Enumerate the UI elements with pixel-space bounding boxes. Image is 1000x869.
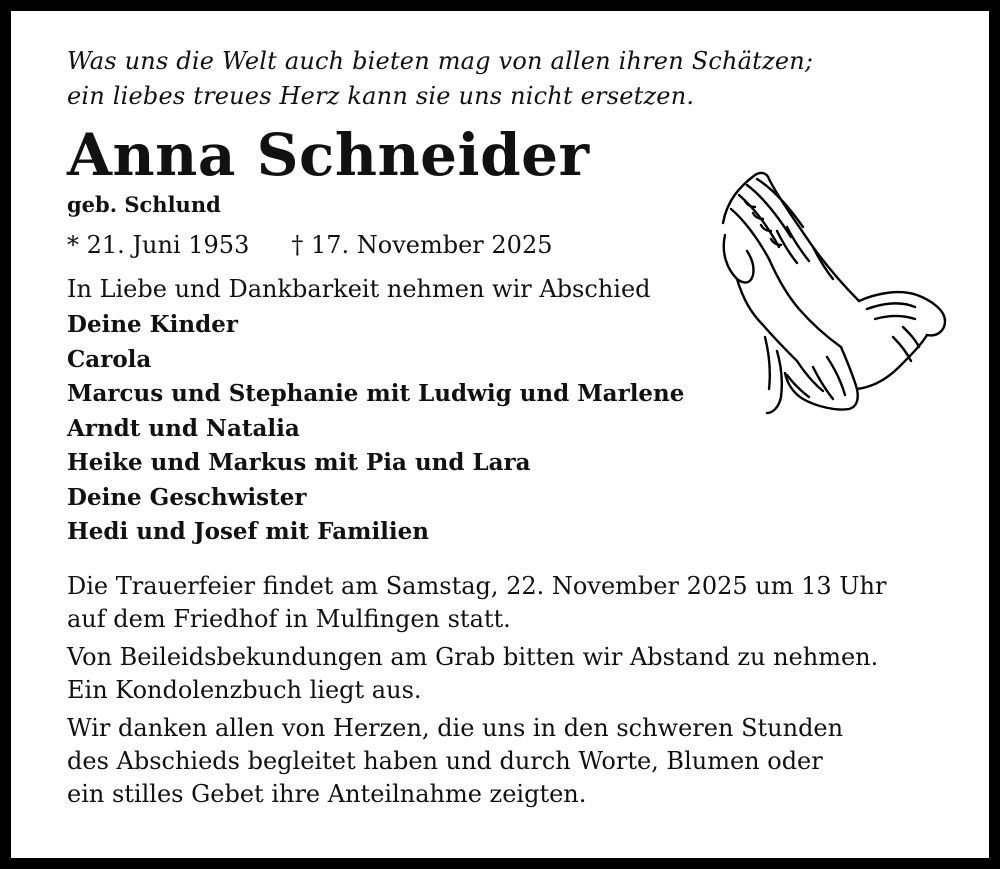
mourner-line: Deine Kinder bbox=[67, 311, 238, 338]
deceased-name: Anna Schneider bbox=[67, 121, 590, 189]
motto-verse bbox=[67, 44, 967, 114]
motto-line: Was uns die Welt auch bieten mag von allen ihren Schätzen; bbox=[67, 47, 814, 75]
ceremony-line: Die Trauerfeier findet am Samstag, 22. November 2025 um 13 Uhr bbox=[67, 571, 887, 600]
thanks-line: des Abschieds begleitet haben und durch Worte, Blumen oder bbox=[67, 746, 823, 775]
condolences-line: Von Beileidsbekundungen am Grab bitten wir Abstand zu nehmen. bbox=[67, 642, 879, 671]
mourner-line: Marcus und Stephanie mit Ludwig und Marlene bbox=[67, 380, 685, 407]
motto-line: ein liebes treues Herz kann sie uns nicht ersetzen. bbox=[67, 82, 695, 110]
death-date: † 17. November 2025 bbox=[291, 231, 553, 259]
praying-hands-icon bbox=[717, 161, 953, 417]
ceremony-paragraph bbox=[67, 570, 967, 636]
ceremony-line: auf dem Friedhof in Mulfingen statt. bbox=[67, 604, 511, 633]
mourner-line: Heike und Markus mit Pia und Lara bbox=[67, 449, 531, 476]
mourner-line: Arndt und Natalia bbox=[67, 414, 300, 442]
condolences-paragraph bbox=[67, 641, 967, 707]
mourner-line: Deine Geschwister bbox=[67, 483, 307, 511]
maiden-name: geb. Schlund bbox=[67, 192, 221, 217]
thanks-line: Wir danken allen von Herzen, die uns in den schweren Stunden bbox=[67, 713, 844, 742]
thanks-paragraph bbox=[67, 712, 967, 811]
condolences-line: Ein Kondolenzbuch liegt aus. bbox=[67, 675, 422, 704]
thanks-line: ein stilles Gebet ihre Anteilnahme zeigten. bbox=[67, 779, 587, 808]
mourner-line: Hedi und Josef mit Familien bbox=[67, 518, 430, 545]
birth-date: * 21. Juni 1953 bbox=[67, 231, 250, 259]
farewell-text: In Liebe und Dankbarkeit nehmen wir Abschied bbox=[67, 275, 651, 303]
obituary-content bbox=[67, 44, 967, 811]
mourner-line: Carola bbox=[67, 345, 152, 373]
